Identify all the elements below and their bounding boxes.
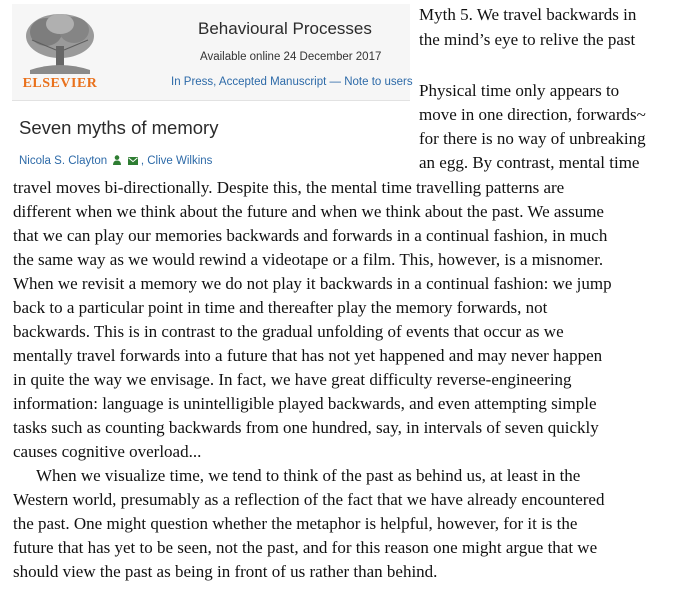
person-icon[interactable] (113, 155, 121, 168)
available-online-date: Available online 24 December 2017 (200, 51, 382, 63)
myth-heading-line: the mind’s eye to relive the past (419, 30, 636, 49)
paragraph-line: When we visualize time, we tend to think of the past as behind us, at least in the (36, 466, 581, 485)
paragraph-line: Physical time only appears to (419, 81, 620, 100)
paragraph-line: Western world, presumably as a reflection of the fact that we have already encountered (13, 490, 605, 509)
manuscript-status-link[interactable]: In Press, Accepted Manuscript — Note to users (171, 76, 413, 88)
paragraph-line: should view the past as being in front of us rather than behind. (13, 562, 438, 581)
paragraph-line: tasks such as counting backwards from one hundred, say, in intervals of seven quickly (13, 418, 599, 437)
elsevier-logo[interactable] (20, 10, 100, 96)
paragraph-line: in quite the way we envisage. In fact, we have great difficulty reverse-engineering (13, 370, 572, 389)
paragraph-line: different when we think about the future and when we think about the past. We assume (13, 202, 604, 221)
paragraph-line: future that has yet to be seen, not the past, and for this reason one might argue that we (13, 538, 598, 557)
journal-banner (12, 4, 413, 101)
paragraph-line: that we can play our memories backwards and forwards in a continual fashion, in much (13, 226, 608, 245)
publisher-wordmark: ELSEVIER (22, 76, 98, 91)
paragraph-line: travel moves bi-directionally. Despite this, the mental time travelling patterns are (13, 178, 565, 197)
journal-header-card (0, 0, 415, 186)
paragraph-line: an egg. By contrast, mental time (419, 153, 640, 172)
paragraph-line: mentally travel forwards into a future that has not yet happened and may never happen (13, 346, 603, 365)
paragraph-line: backwards. This is in contrast to the gradual unfolding of events that occur as we (13, 322, 564, 341)
myth-heading-line: Myth 5. We travel backwards in (419, 5, 637, 24)
paragraph-line: information: language is unintelligible played backwards, and even attempting simple (13, 394, 597, 413)
paragraph-line: for there is no way of unbreaking (419, 129, 646, 148)
paragraph-line: move in one direction, forwards~ (419, 105, 646, 124)
article-title: Seven myths of memory (19, 117, 219, 138)
author-separator: , (140, 155, 145, 167)
journal-title[interactable]: Behavioural Processes (198, 19, 372, 38)
paragraph-line: When we revisit a memory we do not play it backwards in a continual fashion: we jump (13, 274, 612, 293)
paragraph-line: the same way as we would rewind a videotape or a film. This, however, is a misnomer. (13, 250, 604, 269)
paragraph-line: the past. One might question whether the metaphor is helpful, however, for it is the (13, 514, 578, 533)
author-list (19, 155, 212, 168)
author-link[interactable]: Clive Wilkins (147, 155, 213, 167)
author-link[interactable]: Nicola S. Clayton (19, 155, 108, 167)
tree-icon (20, 10, 100, 74)
paragraph-line: back to a particular point in time and thereafter play the memory forwards, not (13, 298, 548, 317)
paragraph-line: causes cognitive overload... (13, 442, 202, 461)
mail-icon[interactable] (128, 156, 138, 168)
